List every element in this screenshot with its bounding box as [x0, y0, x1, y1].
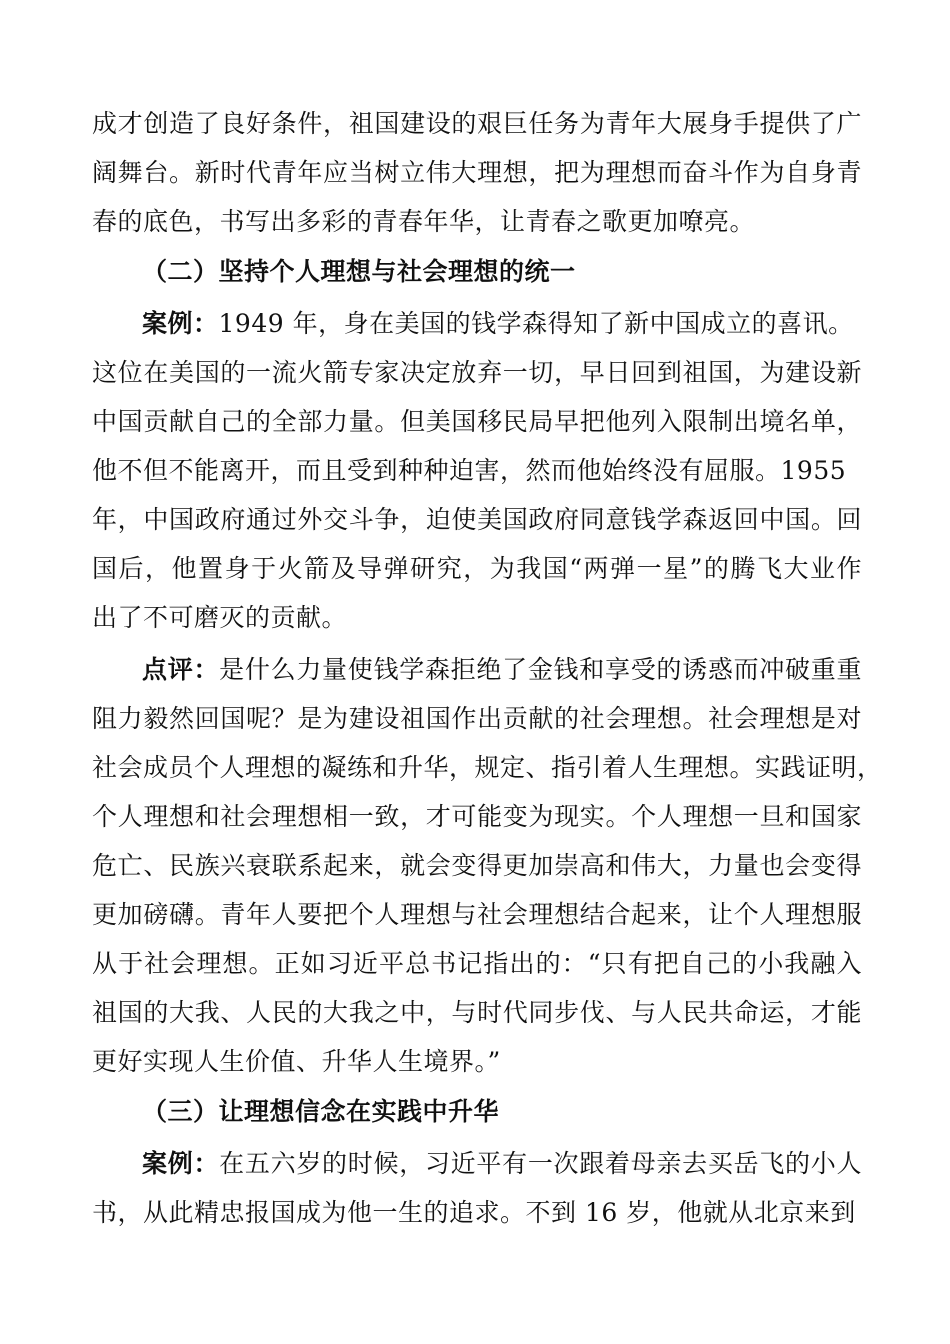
- paragraph-line: 个人理想和社会理想相一致，才可能变为现实。个人理想一旦和国家: [92, 802, 862, 831]
- paragraph-line: 更加磅礴。青年人要把个人理想与社会理想结合起来，让个人理想服: [92, 900, 862, 929]
- case-text: 在五六岁的时候，习近平有一次跟着母亲去买岳飞的小人: [219, 1149, 862, 1178]
- paragraph-line: 阻力毅然回国呢？是为建设祖国作出贡献的社会理想。社会理想是对: [92, 704, 862, 733]
- case-first-line: [142, 1146, 862, 1182]
- paragraph-line: 社会成员个人理想的凝练和升华，规定、指引着人生理想。实践证明，: [92, 753, 883, 782]
- paragraph-line: 成才创造了良好条件，祖国建设的艰巨任务为青年大展身手提供了广: [92, 109, 862, 138]
- section-heading: （三）让理想信念在实践中升华: [142, 1097, 500, 1126]
- paragraph-line: 中国贡献自己的全部力量。但美国移民局早把他列入限制出境名单，: [92, 407, 862, 436]
- paragraph-line: 阔舞台。新时代青年应当树立伟大理想，把为理想而奋斗作为自身青: [92, 158, 862, 187]
- case-label: 案例：: [142, 1149, 220, 1178]
- paragraph-line: 书，从此精忠报国成为他一生的追求。不到 16 岁，他就从北京来到: [92, 1198, 856, 1227]
- paragraph-line: 从于社会理想。正如习近平总书记指出的：“只有把自己的小我融入: [92, 949, 862, 978]
- paragraph-line: 危亡、民族兴衰联系起来，就会变得更加崇高和伟大，力量也会变得: [92, 851, 862, 880]
- case-text: 1949 年，身在美国的钱学森得知了新中国成立的喜讯。: [218, 309, 854, 338]
- paragraph-line: 年，中国政府通过外交斗争，迫使美国政府同意钱学森返回中国。回: [92, 505, 862, 534]
- comment-label: 点评：: [142, 655, 220, 684]
- comment-first-line: [142, 652, 862, 688]
- paragraph-line: 他不但不能离开，而且受到种种迫害，然而他始终没有屈服。1955: [92, 456, 847, 485]
- paragraph-line: 出了不可磨灭的贡献。: [92, 603, 348, 632]
- paragraph-line: 国后，他置身于火箭及导弹研究，为我国“两弹一星”的腾飞大业作: [92, 554, 862, 583]
- paragraph-line: 春的底色，书写出多彩的青春年华，让青春之歌更加嘹亮。: [92, 207, 756, 236]
- comment-text: 是什么力量使钱学森拒绝了金钱和享受的诱惑而冲破重重: [219, 655, 862, 684]
- case-first-line: [142, 306, 862, 342]
- paragraph-line: 祖国的大我、人民的大我之中，与时代同步伐、与人民共命运，才能: [92, 998, 862, 1027]
- paragraph-line: 这位在美国的一流火箭专家决定放弃一切，早日回到祖国，为建设新: [92, 358, 862, 387]
- case-label: 案例：: [142, 309, 219, 338]
- section-heading: （二）坚持个人理想与社会理想的统一: [142, 257, 576, 286]
- paragraph-line: 更好实现人生价值、升华人生境界。”: [92, 1047, 501, 1076]
